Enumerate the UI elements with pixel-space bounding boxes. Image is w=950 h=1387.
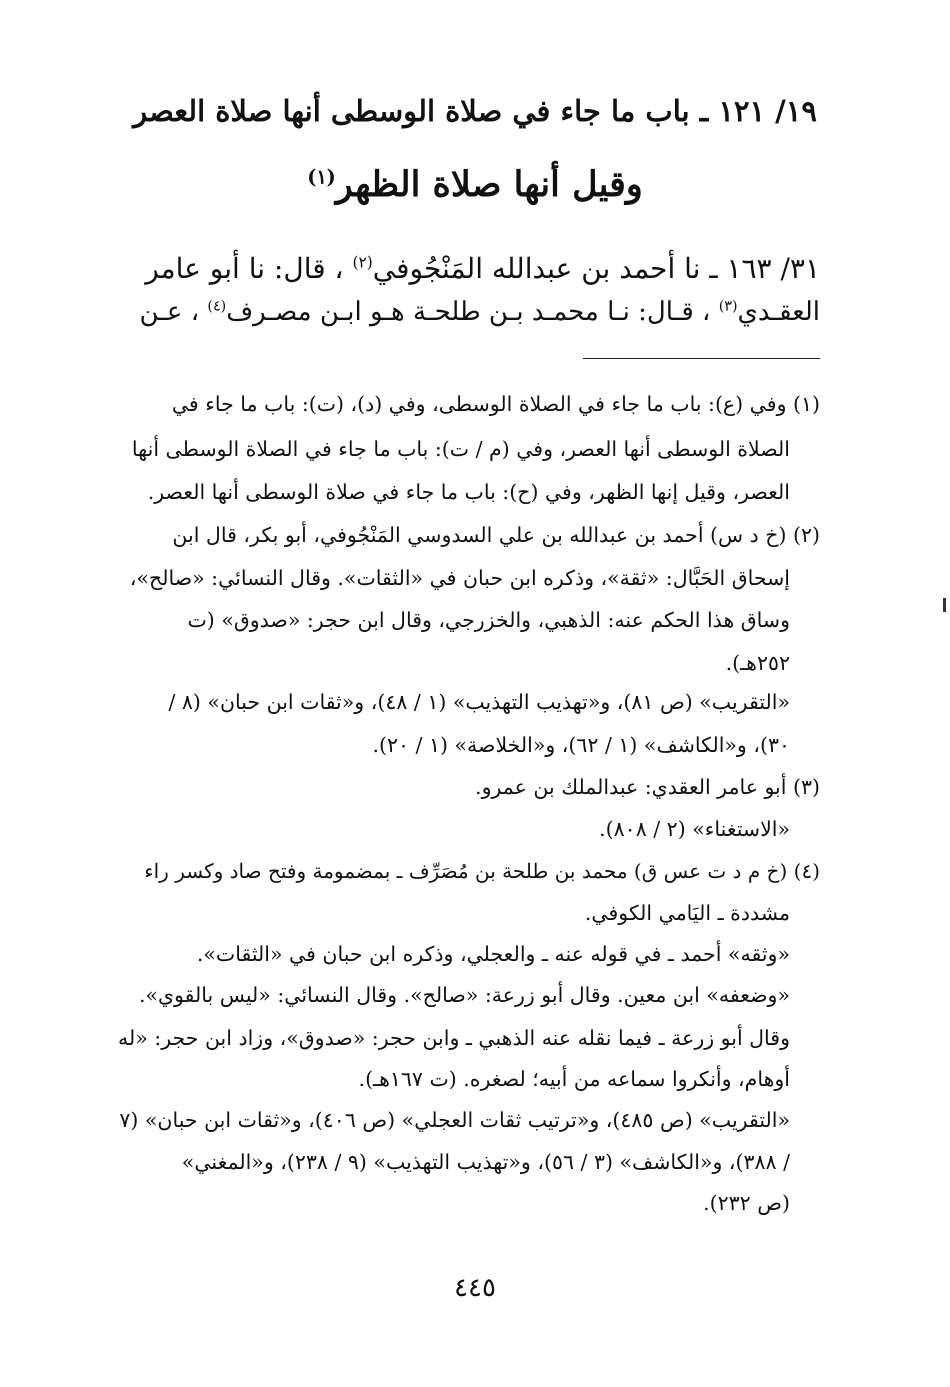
footnote-line: «التقريب» (ص ٨١)، و«تهذيب التهذيب» (١ / ٤٨)، و«ثقات ابن حبان» (٨ / <box>168 690 790 714</box>
hadith-line-2 <box>130 297 820 328</box>
footnote-ref-2: (٢) <box>352 253 373 272</box>
chapter-title-line-2 <box>130 164 820 206</box>
footnote-ref-4: (٤) <box>207 298 227 315</box>
hadith-line-1-part-b: ، قال: نا أبو عامر <box>145 252 353 285</box>
footnote-line: الصلاة الوسطى أنها العصر، وفي (م / ت): باب ما جاء في الصلاة الوسطى أنها <box>131 437 790 461</box>
page-edge-mark <box>943 598 946 612</box>
chapter-title-line-1: ١٩/ ١٢١ ـ باب ما جاء في صلاة الوسطى أنها صلاة العصر <box>133 94 817 128</box>
footnote-line: ٣٠)، و«الكاشف» (١ / ٦٢)، و«الخلاصة» (١ / ٢٠). <box>372 733 790 757</box>
footnote-line: ٢٥٢هـ). <box>725 651 790 675</box>
footnote-line: (٢) (خ د س) أحمد بن عبدالله بن علي السدوسي المَنْجُوفي، أبو بكر، قال ابن <box>172 523 820 547</box>
footnote-line: أوهام، وأنكروا سماعه من أبيه؛ لصغره. (ت ١٦٧هـ). <box>358 1067 790 1091</box>
footnote-line: وساق هذا الحكم عنه: الذهبي، والخزرجي، وقال ابن حجر: «صدوق» (ت <box>187 608 790 632</box>
footnote-line: إسحاق الحَبَّال: «ثقة»، وذكره ابن حبان في «الثقات». وقال النسائي: «صالح»، <box>129 566 790 590</box>
footnote-line: (١) وفي (ع): باب ما جاء في الصلاة الوسطى، وفي (د)، (ت): باب ما جاء في <box>171 392 820 416</box>
footnote-line: «الاستغناء» (٢ / ٨٠٨). <box>599 817 790 841</box>
footnote-line: وقال أبو زرعة ـ فيما نقله عنه الذهبي ـ وابن حجر: «صدوق»، وزاد ابن حجر: «له <box>118 1026 790 1050</box>
chapter-title-text: وقيل أنها صلاة الظهر <box>335 164 643 205</box>
page-number: ٤٤٥ <box>454 1273 496 1303</box>
footnote-line: «وضعفه» ابن معين. وقال أبو زرعة: «صالح». وقال النسائي: «ليس بالقوي». <box>138 983 790 1007</box>
hadith-line-2-part-c: ، عـن <box>139 297 208 327</box>
footnote-line: / ٣٨٨)، و«الكاشف» (٣ / ٥٦)، و«تهذيب التهذيب» (٩ / ٢٣٨)، و«المغني» <box>181 1150 790 1174</box>
footnote-line: (٤) (خ م د ت عس ق) محمد بن طلحة بن مُصَرِّف ـ بمضمومة وفتح صاد وكسر راء <box>144 859 820 883</box>
footnote-ref-1: (١) <box>307 165 336 189</box>
footnote-line: مشددة ـ اليَامي الكوفي. <box>584 901 790 925</box>
footnote-ref-3: (٣) <box>718 298 738 315</box>
hadith-line-2-part-a: العقـدي <box>737 297 820 327</box>
hadith-line-1-part-a: ٣١/ ١٦٣ ـ نا أحمد بن عبدالله المَنْجُوفي <box>372 252 820 285</box>
hadith-line-2-part-b: ، قـال: نـا محمـد بـن طلحـة هـو ابـن مصـرف <box>226 297 719 327</box>
footnote-separator <box>583 358 820 359</box>
footnote-line: «وثقه» أحمد ـ في قوله عنه ـ والعجلي، وذكره ابن حبان في «الثقات». <box>196 942 790 966</box>
footnote-line: «التقريب» (ص ٤٨٥)، و«ترتيب ثقات العجلي» (ص ٤٠٦)، و«ثقات ابن حبان» (٧ <box>119 1108 790 1132</box>
footnote-line: (ص ٢٣٢). <box>703 1191 790 1215</box>
footnote-line: (٣) أبو عامر العقدي: عبدالملك بن عمرو. <box>475 775 820 799</box>
hadith-line-1 <box>130 252 820 286</box>
footnote-line: العصر، وقيل إنها الظهر، وفي (ح): باب ما جاء في صلاة الوسطى أنها العصر. <box>147 480 790 504</box>
